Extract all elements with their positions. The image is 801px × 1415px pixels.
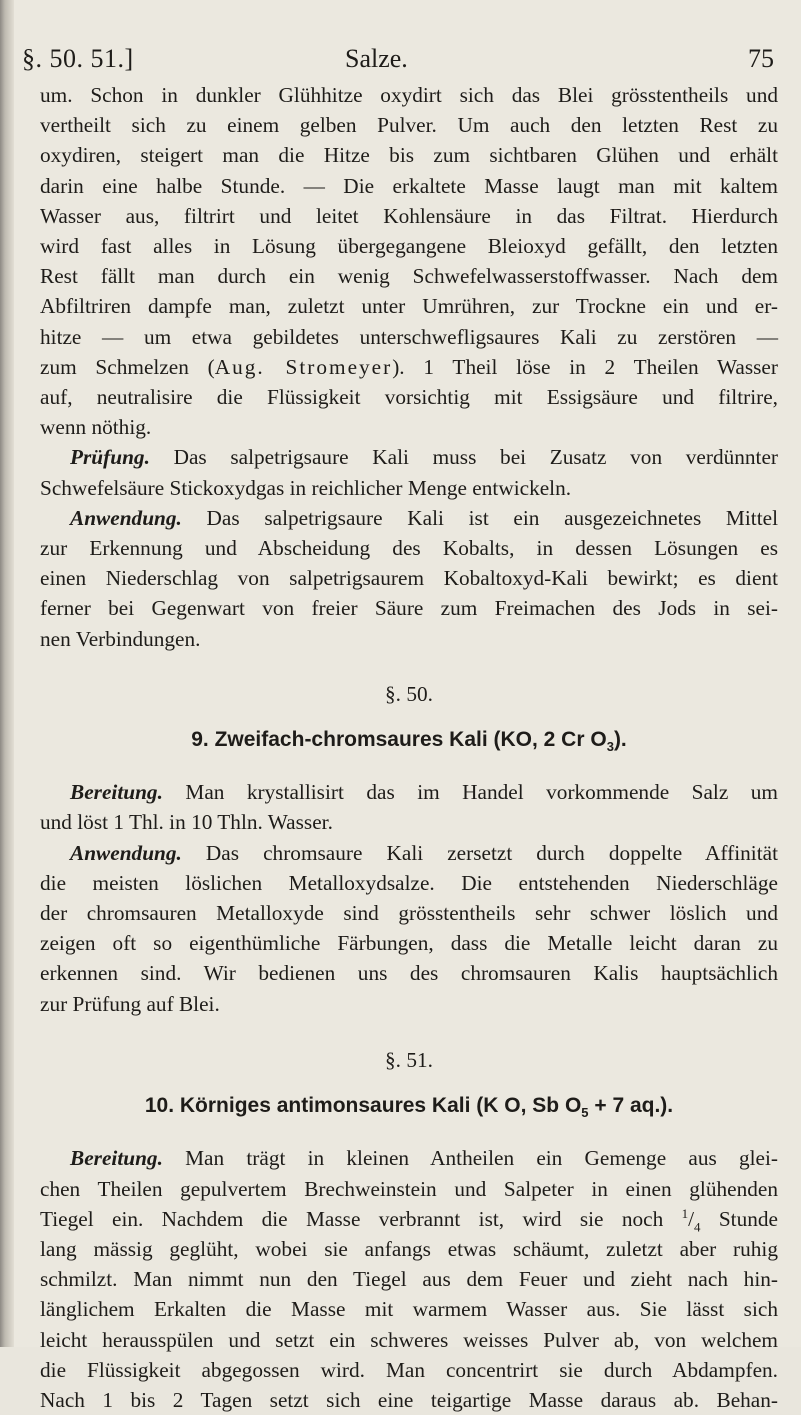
header-title: Salze.: [345, 44, 408, 73]
text-line: um. Schon in dunkler Glühhitze oxydirt sich das Blei grösstentheils und: [40, 83, 778, 107]
run-in-heading: Anwendung.: [70, 505, 182, 530]
text-line: leicht herausspülen und setzt ein schweres weisses Pulver ab, von welchem: [40, 1327, 778, 1352]
text-line: Schwefelsäure Stickoxydgas in reichlicher Menge entwickeln.: [40, 475, 572, 500]
text-span: ). 1 Theil löse in 2 Theilen Wasser: [392, 354, 778, 379]
text-line: ferner bei Gegenwart von freier Säure zum Freimachen des Jods in sei-: [40, 596, 778, 621]
text-line: [40, 352, 778, 382]
text-span: zum Schmelzen (: [40, 354, 215, 379]
text-line: oxydiren, steigert man die Hitze bis zum sichtbaren Glühen und erhält: [40, 143, 778, 168]
text-span: 9. Zweifach-chromsaures Kali (KO, 2 Cr O: [191, 728, 607, 752]
text-span: Man krystallisirt das im Handel vorkommende Salz um: [162, 780, 778, 805]
text-line: auf, neutralisire die Flüssigkeit vorsichtig mit Essigsäure und filtrire,: [40, 385, 778, 410]
text-span: Tiegel ein. Nachdem die Masse verbrannt ist, wird sie noch: [40, 1206, 682, 1231]
subscript: 3: [606, 739, 614, 755]
text-span: ).: [613, 728, 627, 752]
text-line: zur Erkennung und Abscheidung des Kobalts, in dessen Lösungen es: [40, 536, 778, 561]
text-span: + 7 aq.).: [588, 1094, 674, 1118]
text-span: Man trägt in kleinen Antheilen ein Gemenge aus glei-: [162, 1146, 778, 1171]
text-line: länglichem Erkalten die Masse mit warmem Wasser aus. Sie lässt sich: [40, 1297, 778, 1322]
text-span: Das salpetrigsaure Kali ist ein ausgezeichnetes Mittel: [181, 505, 778, 530]
text-line: [40, 442, 778, 472]
page-edge-shadow: [0, 0, 14, 1347]
text-line: [40, 503, 778, 533]
section-title: [40, 1091, 778, 1121]
text-line: darin eine halbe Stunde. — Die erkaltete Masse laugt man mit kaltem: [40, 173, 778, 198]
section-number: §. 50.: [385, 681, 433, 706]
text-line: Abfiltriren dampfe man, zuletzt unter Umrühren, zur Trockne ein und er-: [40, 294, 778, 319]
text-line: einen Niederschlag von salpetrigsaurem Kobaltoxyd-Kali bewirkt; es dient: [40, 566, 778, 591]
text-line: Tiegel ein. Nachdem die Masse verbrannt ist, wird sie noch $^1/_4$ Stunde: [40, 1205, 779, 1234]
run-in-heading: Anwendung.: [70, 840, 182, 865]
paragraph-pruefung: [40, 442, 778, 502]
section-number: §. 51.: [385, 1047, 433, 1072]
text-line: chen Theilen gepulvertem Brechweinstein und Salpeter in einen glühenden: [40, 1176, 778, 1201]
text-line: hitze — um etwa gebildetes unterschwefligsaures Kali zu zerstören —: [40, 324, 778, 349]
text-line: [40, 1143, 778, 1173]
text-line: und löst 1 Thl. in 10 Thln. Wasser.: [40, 810, 333, 835]
author-name: Aug. Stromeyer: [214, 354, 393, 379]
paragraph-anwendung-50: [40, 838, 778, 1019]
text-line: erkennen sind. Wir bedienen uns des chromsauren Kalis hauptsächlich: [40, 961, 778, 986]
text-span: 10. Körniges antimonsaures Kali (K O, Sb O: [144, 1094, 582, 1118]
fraction-numerator: 1: [681, 1205, 689, 1221]
running-header: [0, 40, 801, 76]
text-span: Das chromsaure Kali zersetzt durch doppelte Affinität: [181, 840, 778, 865]
text-span: Das salpetrigsaure Kali muss bei Zusatz von verdünnter: [149, 445, 778, 470]
text-line: nen Verbindungen.: [40, 626, 201, 651]
page-body: [40, 80, 778, 1415]
page-number: 75: [748, 44, 774, 73]
fraction-denominator: 4: [694, 1218, 701, 1234]
text-line: [40, 838, 778, 868]
subscript: 5: [581, 1105, 589, 1121]
run-in-heading: Bereitung.: [70, 1146, 163, 1171]
text-span: Stunde: [700, 1206, 779, 1231]
text-line: zur Prüfung auf Blei.: [40, 991, 220, 1016]
run-in-heading: Bereitung.: [70, 780, 163, 805]
section-title: [40, 725, 778, 755]
text-line: der chromsauren Metalloxyde sind grösstentheils sehr schwer löslich und: [40, 901, 778, 926]
text-line: Nach 1 bis 2 Tagen setzt sich eine teigartige Masse daraus ab. Behan-: [40, 1387, 778, 1412]
text-line: wird fast alles in Lösung übergegangene Bleioxyd gefällt, den letzten: [40, 234, 778, 259]
text-line: Rest fällt man durch ein wenig Schwefelwasserstoffwasser. Nach dem: [40, 264, 778, 289]
text-line: lang mässig geglüht, wobei sie anfangs etwas schäumt, zuletzt aber ruhig: [40, 1236, 778, 1261]
text-line: [40, 777, 778, 807]
run-in-heading: Prüfung.: [70, 445, 150, 470]
text-line: vertheilt sich zu einem gelben Pulver. Um auch den letzten Rest zu: [40, 113, 778, 138]
paragraph-bereitung-50: [40, 777, 778, 837]
text-line: Wasser aus, filtrirt und leitet Kohlensäure in das Filtrat. Hierdurch: [40, 203, 778, 228]
text-line: schmilzt. Man nimmt nun den Tiegel aus dem Feuer und zieht nach hin-: [40, 1267, 778, 1292]
text-line: zeigen oft so eigenthümliche Färbungen, dass die Metalle leicht daran zu: [40, 931, 778, 956]
text-line: die meisten löslichen Metalloxydsalze. Die entstehenden Niederschläge: [40, 870, 778, 895]
text-line: wenn nöthig.: [40, 415, 152, 440]
text-line: die Flüssigkeit abgegossen wird. Man concentrirt sie durch Abdampfen.: [40, 1357, 778, 1382]
paragraph-intro: [40, 80, 778, 442]
paragraph-bereitung-51: [40, 1143, 778, 1415]
paragraph-anwendung: [40, 503, 778, 654]
header-section-ref: §. 50. 51.]: [22, 44, 134, 73]
